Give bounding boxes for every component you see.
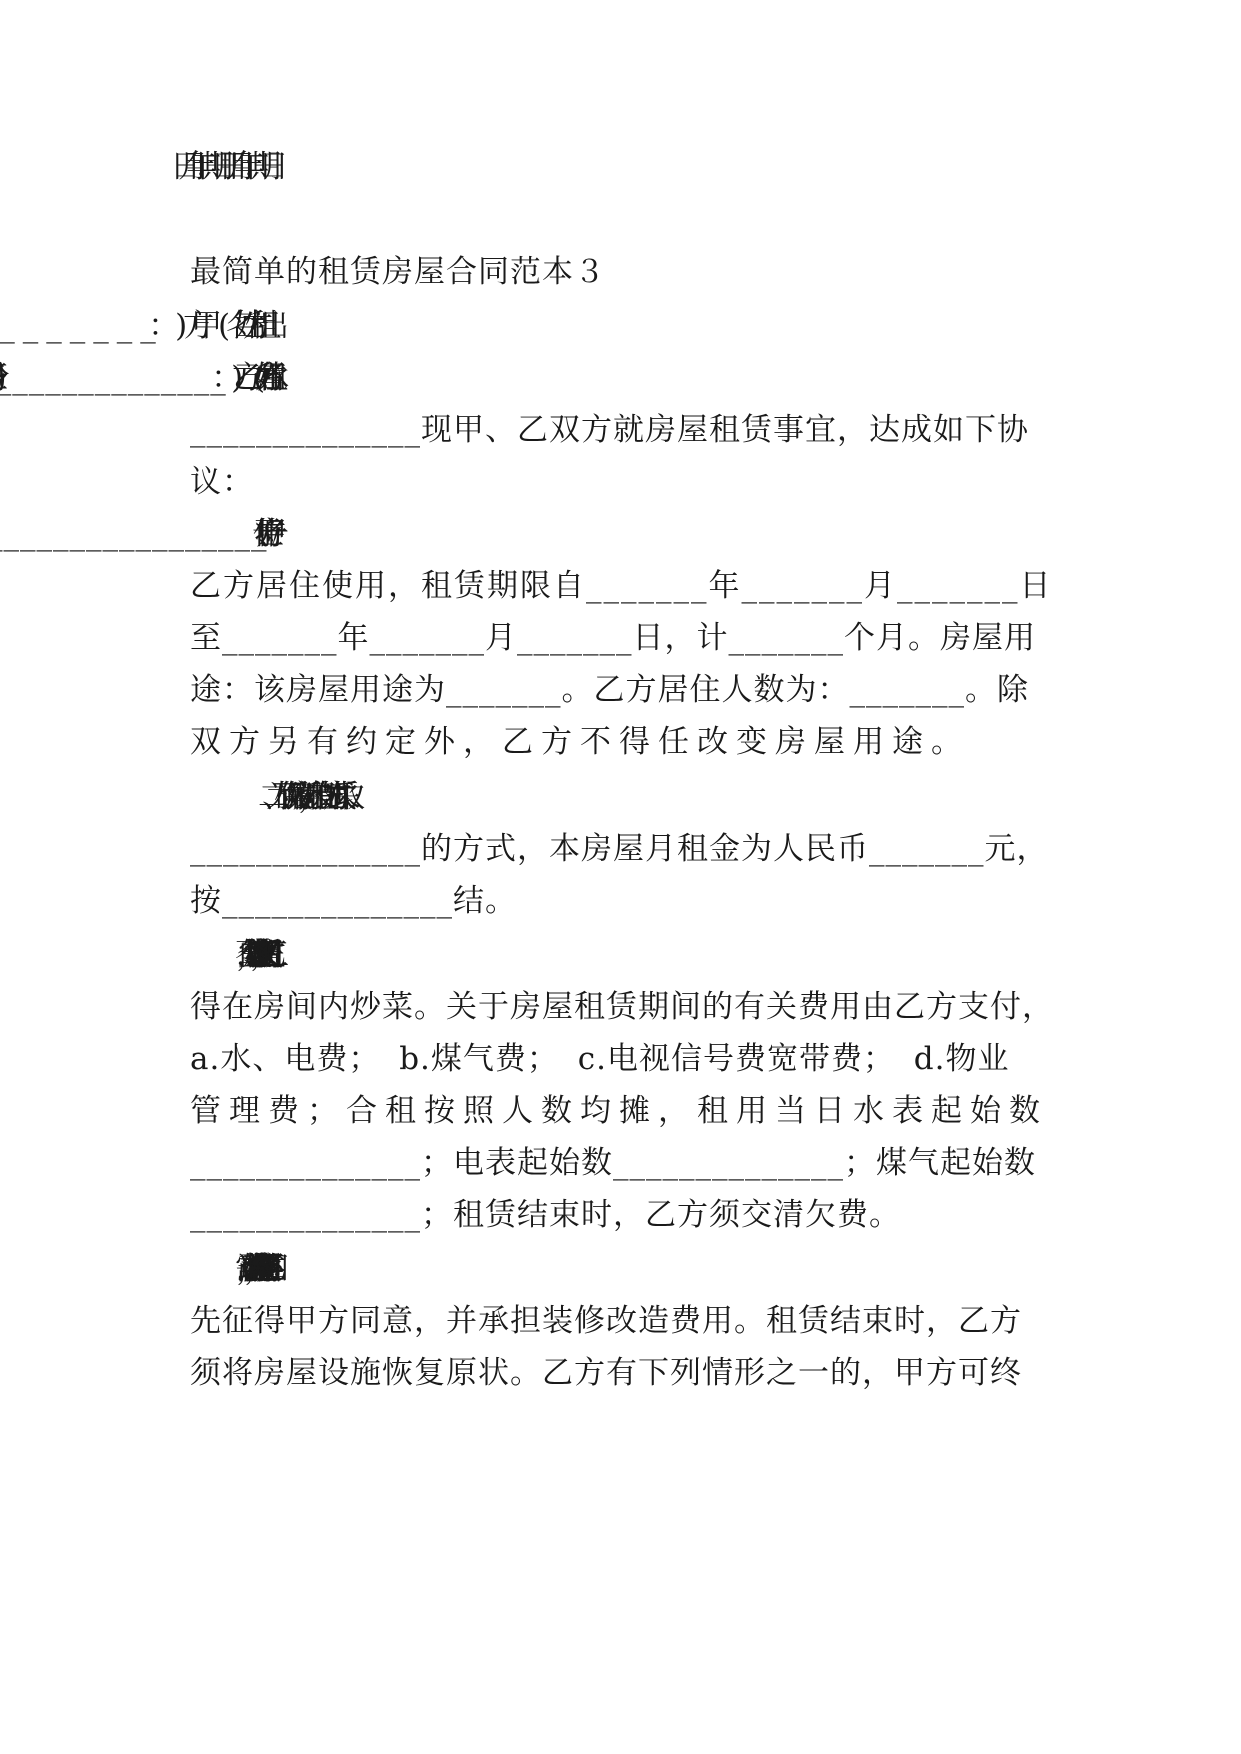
clause-2-line-3: 按______________结。 bbox=[190, 883, 517, 919]
lessee-name-line bbox=[258, 358, 1118, 398]
clause-3-line-3: a.水、电费； b.煤气费； c.电视信号费宽带费； d.物业 bbox=[190, 1041, 1010, 1077]
agreement-line: ______________现甲、乙双方就房屋租赁事宜，达成如下协 bbox=[190, 412, 1029, 448]
agreement-line-end: 议： bbox=[190, 464, 254, 500]
clause-3-line-4: 管理费；合租按照人数均摊，租用当日水表起始数 bbox=[190, 1093, 1048, 1129]
clause-4-line-1 bbox=[258, 1249, 1118, 1289]
clause-1-line-5: 双方另有约定外，乙方不得任改变房屋用途。 bbox=[190, 724, 970, 760]
date-line bbox=[258, 147, 1118, 187]
clause-3-line-2: 得在房间内炒菜。关于房屋租赁期间的有关费用由乙方支付， bbox=[190, 989, 1054, 1025]
clause-3-line-5: ______________；电表起始数______________；煤气起始数 bbox=[190, 1145, 1036, 1181]
clause-1-line-1 bbox=[258, 514, 1118, 554]
clause-1-line-4: 途：该房屋用途为_______。乙方居住人数为：_______。除 bbox=[190, 672, 1029, 708]
lessor-name-line bbox=[258, 306, 1118, 346]
clause-4-line-3: 须将房屋设施恢复原状。乙方有下列情形之一的，甲方可终 bbox=[190, 1355, 1022, 1391]
document-title: 最简单的租赁房屋合同范本３ bbox=[190, 254, 606, 290]
clause-4-line-2: 先征得甲方同意，并承担装修改造费用。租赁结束时，乙方 bbox=[190, 1303, 1022, 1339]
clause-3-line-6: ______________；租赁结束时，乙方须交清欠费。 bbox=[190, 1197, 901, 1233]
clause-1-line-2: 乙方居住使用，租赁期限自_______年_______月_______日 bbox=[190, 568, 1053, 604]
clause-2-line-1: 二、为了确保双方利益，房租支付的方式采取 bbox=[258, 779, 338, 815]
clause-1-line-3: 至_______年_______月_______日，计_______个月。房屋用 bbox=[190, 620, 1036, 656]
clause-3-line-1 bbox=[258, 935, 1118, 975]
clause-2-line-2: ______________的方式，本房屋月租金为人民币_______元， bbox=[190, 831, 1049, 867]
